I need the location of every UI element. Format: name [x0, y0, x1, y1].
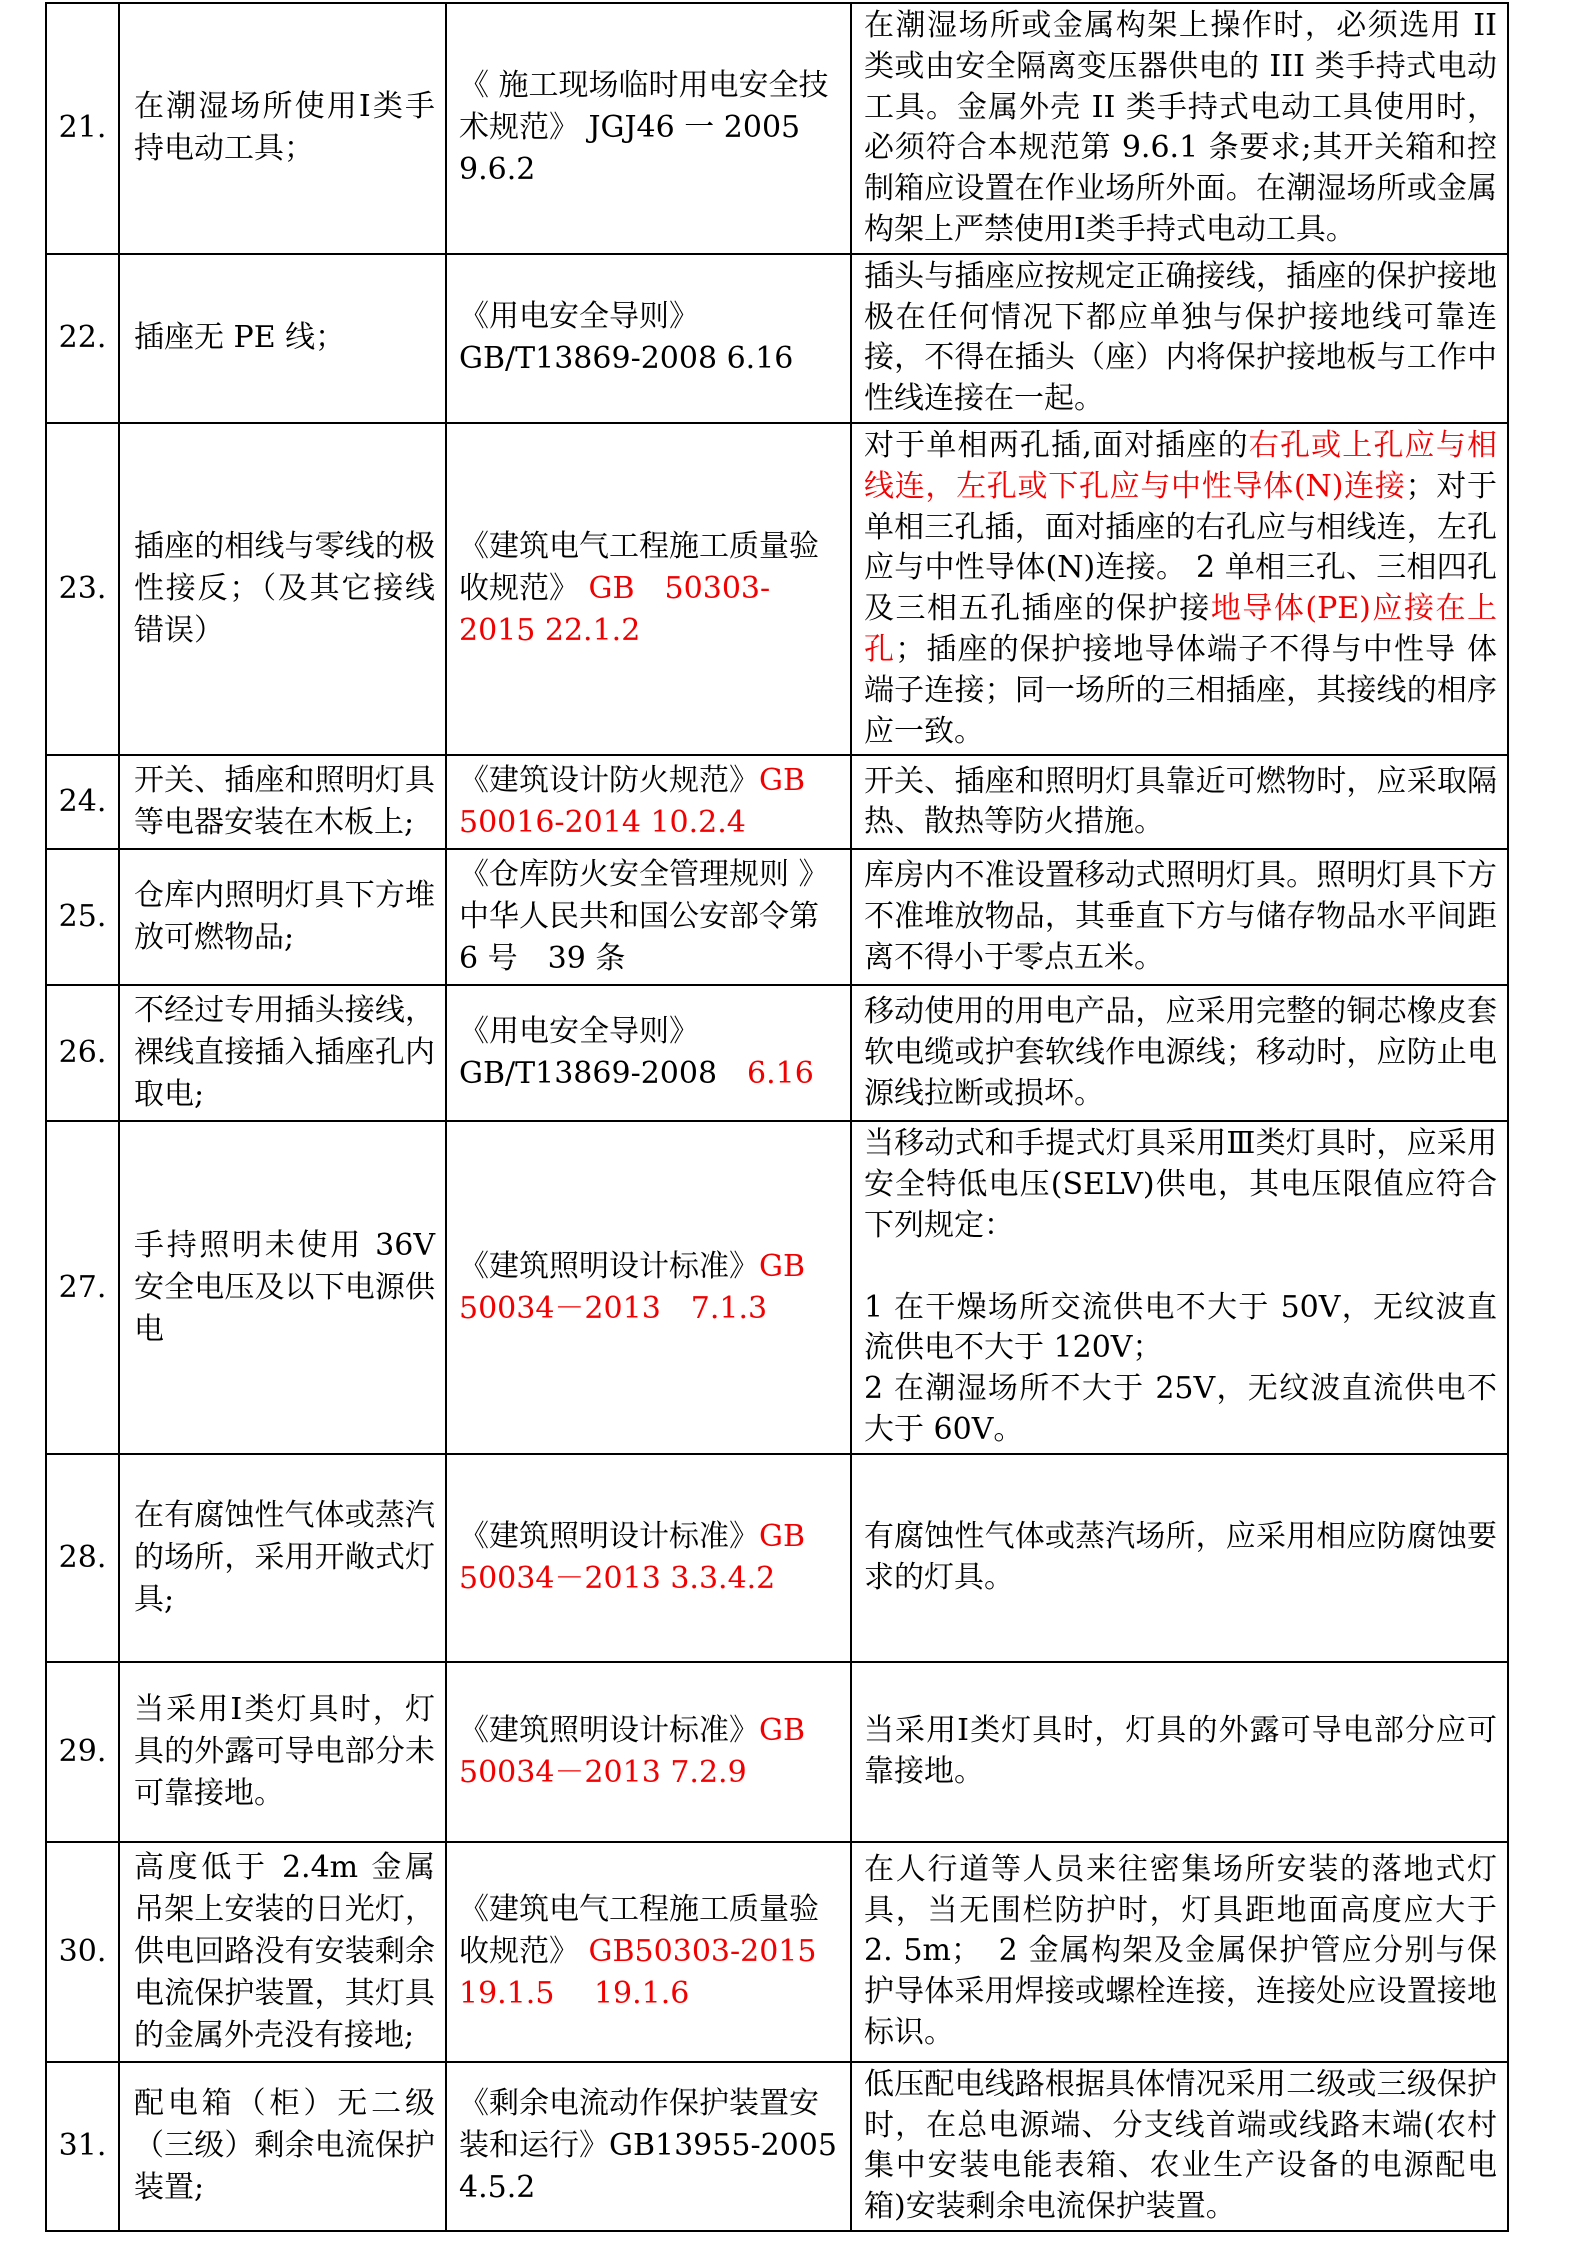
highlighted-red-text: GB 50016-2014 10.2.4 — [459, 763, 806, 841]
row-21-number: 21. — [46, 3, 119, 254]
row-21-standard-reference-cell — [446, 3, 851, 254]
row-28-defect-description-cell — [119, 1454, 446, 1662]
body-text: 《建筑电气工程施工质量验收规范》 — [459, 529, 819, 607]
table-row-25 — [46, 849, 1508, 985]
body-text: 手持照明未使用 36V 安全电压及以下电源供电 — [134, 1227, 435, 1347]
body-text: 《建筑设计防火规范》 — [459, 763, 759, 799]
paragraph — [459, 1710, 842, 1794]
body-text: 配电箱（柜）无二级（三级）剩余电流保护装置; — [134, 2086, 435, 2206]
body-text: 《用电安全导则》 GB/T13869-2008 6.16 — [459, 299, 794, 377]
paragraph — [459, 1011, 842, 1095]
row-24-requirement-detail-cell — [851, 755, 1508, 849]
table-row-22 — [46, 254, 1508, 423]
row-23-standard-reference-cell — [446, 423, 851, 755]
row-29-requirement-detail-cell — [851, 1662, 1508, 1842]
body-text: 开关、插座和照明灯具等电器安装在木板上; — [134, 763, 435, 841]
highlighted-red-text: 右孔或上孔应与相线连，左孔或下孔应与中性导体(N)连接 — [864, 427, 1497, 504]
row-31-requirement-detail-cell — [851, 2062, 1508, 2231]
row-31-standard-reference-cell — [446, 2062, 851, 2231]
paragraph — [459, 760, 842, 844]
row-30-requirement-detail-cell — [851, 1842, 1508, 2062]
paragraph — [864, 856, 1497, 978]
paragraph — [864, 1288, 1497, 1370]
paragraph — [864, 426, 1497, 752]
highlighted-red-text: 地导体(PE)应接在上孔 — [864, 591, 1497, 667]
highlighted-red-text: GB 50034－2013 7.1.3 — [459, 1248, 806, 1326]
body-text: 在潮湿场所使用Ⅰ类手持电动工具； — [134, 89, 435, 167]
body-text: 仓库内照明灯具下方堆放可燃物品; — [134, 878, 435, 956]
body-text: 《仓库防火安全管理规则 》中华人民共和国公安部令第 6 号 39 条 — [459, 857, 829, 977]
row-26-number: 26. — [46, 985, 119, 1121]
body-text: 《用电安全导则》 GB/T13869-2008 — [459, 1014, 748, 1092]
table-row-29 — [46, 1662, 1508, 1842]
table-row-24 — [46, 755, 1508, 849]
row-30-number: 30. — [46, 1842, 119, 2062]
row-26-standard-reference-cell — [446, 985, 851, 1121]
row-30-defect-description-cell — [119, 1842, 446, 2062]
body-text: 《剩余电流动作保护装置安装和运行》GB13955-2005 4.5.2 — [459, 2086, 837, 2206]
row-25-number: 25. — [46, 849, 119, 985]
body-text: 库房内不准设置移动式照明灯具。照明灯具下方不准堆放物品，其垂直下方与储存物品水平间距离不得小于零点五米。 — [864, 858, 1497, 975]
paragraph — [864, 1247, 1497, 1288]
table-row-31 — [46, 2062, 1508, 2231]
paragraph — [134, 875, 435, 959]
paragraph — [864, 992, 1497, 1114]
row-27-requirement-detail-cell — [851, 1121, 1508, 1453]
row-31-defect-description-cell — [119, 2062, 446, 2231]
body-text: 2 在潮湿场所不大于 25V，无纹波直流供电不大于 60V。 — [864, 1371, 1497, 1447]
inspection-table-body — [46, 3, 1508, 2231]
highlighted-red-text: GB 50034－2013 7.2.9 — [459, 1712, 806, 1790]
paragraph — [864, 1124, 1497, 1246]
paragraph — [864, 6, 1497, 251]
body-text: 当采用Ⅰ类灯具时，灯具的外露可导电部分应可靠接地。 — [864, 1712, 1497, 1789]
row-24-standard-reference-cell — [446, 755, 851, 849]
paragraph — [459, 526, 842, 652]
paragraph — [134, 1495, 435, 1621]
row-24-defect-description-cell — [119, 755, 446, 849]
row-25-requirement-detail-cell — [851, 849, 1508, 985]
body-text: ；对于单相三孔插，面对插座的右孔应与相线连，左孔应与中性导体(N)连接。 2 单相三孔、三相四孔及三相五孔插座的保护接 — [864, 468, 1497, 627]
table-row-28 — [46, 1454, 1508, 1662]
paragraph — [134, 1689, 435, 1815]
table-row-23 — [46, 423, 1508, 755]
body-text: 插头与插座应按规定正确接线，插座的保护接地极在任何情况下都应单独与保护接地线可靠连接，不得在插头（座）内将保护接地板与工作中性线连接在一起。 — [864, 258, 1497, 417]
row-29-defect-description-cell — [119, 1662, 446, 1842]
body-text: 不经过专用插头接线，裸线直接插入插座孔内取电; — [134, 993, 435, 1113]
paragraph — [864, 1517, 1497, 1599]
highlighted-red-text: GB 50034－2013 3.3.4.2 — [459, 1518, 806, 1596]
paragraph — [864, 762, 1497, 844]
body-text: 对于单相两孔插,面对插座的 — [864, 427, 1249, 463]
body-text: 在人行道等人员来往密集场所安装的落地式灯具，当无围栏防护时，灯具距地面高度应大于 2. 5m； 2 金属构架及金属保护管应分别与保护导体采用焊接或螺栓连接，连接处应设置接地标识。 — [864, 1851, 1497, 2050]
row-29-number: 29. — [46, 1662, 119, 1842]
paragraph — [864, 1369, 1497, 1451]
row-27-standard-reference-cell — [446, 1121, 851, 1453]
body-text: 《建筑照明设计标准》 — [459, 1712, 759, 1748]
table-row-27 — [46, 1121, 1508, 1453]
body-text: 插座的相线与零线的极性接反；（及其它接线错误） — [134, 529, 435, 649]
body-text: 1 在干燥场所交流供电不大于 50V，无纹波直流供电不大于 120V； — [864, 1289, 1497, 1366]
paragraph — [459, 1246, 842, 1330]
paragraph — [134, 990, 435, 1116]
paragraph — [459, 854, 842, 980]
paragraph — [459, 296, 842, 380]
paragraph — [459, 1516, 842, 1600]
body-text: 《 施工现场临时用电安全技术规范》 JGJ46 一 2005 9.6.2 — [459, 68, 829, 188]
row-31-number: 31. — [46, 2062, 119, 2231]
body-text: ；插座的保护接地导体端子不得与中性导 体端子连接；同一场所的三相插座，其接线的相序应一致。 — [864, 631, 1498, 749]
body-text: 当移动式和手提式灯具采用Ⅲ类灯具时，应采用安全特低电压(SELV)供电，其电压限值应符合下列规定： — [864, 1126, 1497, 1243]
body-text: 移动使用的用电产品，应采用完整的铜芯橡皮套软电缆或护套软线作电源线；移动时，应防止电源线拉断或损坏。 — [864, 994, 1497, 1111]
row-28-number: 28. — [46, 1454, 119, 1662]
row-23-defect-description-cell — [119, 423, 446, 755]
body-text: 当采用Ⅰ类灯具时，灯具的外露可导电部分未可靠接地。 — [134, 1691, 435, 1811]
table-row-21 — [46, 3, 1508, 254]
body-text: 在有腐蚀性气体或蒸汽的场所，采用开敞式灯具; — [134, 1497, 435, 1617]
row-26-requirement-detail-cell — [851, 985, 1508, 1121]
paragraph — [134, 2083, 435, 2209]
row-23-number: 23. — [46, 423, 119, 755]
row-21-defect-description-cell — [119, 3, 446, 254]
row-22-defect-description-cell — [119, 254, 446, 423]
paragraph — [134, 317, 435, 359]
paragraph — [134, 1847, 435, 2057]
body-text: 《建筑电气工程施工质量验收规范》 — [459, 1891, 819, 1969]
row-28-requirement-detail-cell — [851, 1454, 1508, 1662]
paragraph — [459, 2083, 842, 2209]
row-25-standard-reference-cell — [446, 849, 851, 985]
body-text: 高度低于 2.4m 金属吊架上安装的日光灯，供电回路没有安装剩余电流保护装置，其灯具的金属外壳没有接地; — [134, 1849, 435, 2053]
body-text: 《建筑照明设计标准》 — [459, 1518, 759, 1554]
paragraph — [134, 526, 435, 652]
highlighted-red-text: GB 50303-2015 22.1.2 — [459, 571, 771, 649]
row-27-number: 27. — [46, 1121, 119, 1453]
body-text: 有腐蚀性气体或蒸汽场所，应采用相应防腐蚀要求的灯具。 — [864, 1518, 1497, 1595]
row-21-requirement-detail-cell — [851, 3, 1508, 254]
paragraph — [134, 760, 435, 844]
row-22-requirement-detail-cell — [851, 254, 1508, 423]
paragraph — [864, 2065, 1497, 2228]
table-row-26 — [46, 985, 1508, 1121]
row-23-requirement-detail-cell — [851, 423, 1508, 755]
table-row-30 — [46, 1842, 1508, 2062]
body-text: 开关、插座和照明灯具靠近可燃物时，应采取隔热、散热等防火措施。 — [864, 763, 1497, 840]
body-text: 低压配电线路根据具体情况采用二级或三级保护时，在总电源端、分支线首端或线路末端(农村集中安装电能表箱、农业生产设备的电源配电箱)安装剩余电流保护装置。 — [864, 2066, 1497, 2225]
row-25-defect-description-cell — [119, 849, 446, 985]
row-28-standard-reference-cell — [446, 1454, 851, 1662]
row-22-number: 22. — [46, 254, 119, 423]
body-text: 插座无 PE 线； — [134, 320, 346, 356]
paragraph — [864, 1850, 1497, 2054]
highlighted-red-text: 6.16 — [747, 1056, 814, 1092]
highlighted-red-text: GB50303-2015 19.1.5 19.1.6 — [459, 1933, 817, 2011]
paragraph — [134, 86, 435, 170]
row-26-defect-description-cell — [119, 985, 446, 1121]
paragraph — [864, 1711, 1497, 1793]
inspection-defect-table — [45, 2, 1509, 2232]
paragraph — [864, 257, 1497, 420]
body-text: 在潮湿场所或金属构架上操作时，必须选用 II 类或由安全隔离变压器供电的 III 类手持式电动工具。金属外壳 II 类手持式电动工具使用时，必须符合本规范第 9.6.1 条要求;其开关箱和控制箱应设置在作业场所外面。在潮湿场所或金属构架上严禁使用Ⅰ类手持式电动工具。 — [864, 8, 1497, 247]
paragraph — [134, 1225, 435, 1351]
row-29-standard-reference-cell — [446, 1662, 851, 1842]
row-27-defect-description-cell — [119, 1121, 446, 1453]
paragraph — [459, 1889, 842, 2015]
body-text: 《建筑照明设计标准》 — [459, 1248, 759, 1284]
row-30-standard-reference-cell — [446, 1842, 851, 2062]
row-22-standard-reference-cell — [446, 254, 851, 423]
row-24-number: 24. — [46, 755, 119, 849]
paragraph — [459, 65, 842, 191]
